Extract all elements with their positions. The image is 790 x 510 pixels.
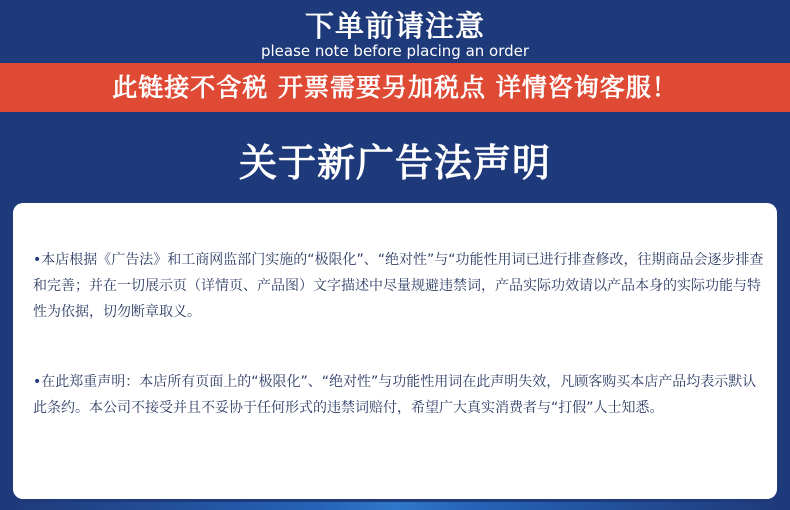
- statement-paragraph-1: [33, 247, 765, 325]
- bullet-icon: •: [33, 374, 42, 390]
- statement-paragraph-2: [33, 369, 765, 421]
- paragraph-1-text: 本店根据《广告法》和工商网监部门实施的“极限化”、“绝对性”与“功能性用词已进行排查修改，往期商品会逐步排查和完善；并在一切展示页（详情页、产品图）文字描述中尽量规避违禁词，产品实际功效请以产品本身的实际功能与特性为依据，切勿断章取义。: [33, 252, 764, 320]
- bullet-icon: •: [33, 252, 42, 268]
- notice-band-text: 此链接不含税 开票需要另加税点 详情咨询客服！: [112, 73, 678, 102]
- bottom-glow-divider: [13, 502, 777, 510]
- statement-card: [13, 203, 777, 499]
- page-title: 下单前请注意: [304, 9, 485, 43]
- notice-band: [0, 63, 790, 112]
- paragraph-2-text: 在此郑重声明：本店所有页面上的“极限化”、“绝对性”与功能性用词在此声明失效，凡顾客购买本店产品均表示默认此条约。本公司不接受并且不妥协于任何形式的违禁词赔付，希望广大真实消费者与“打假”人士知悉。: [33, 374, 757, 416]
- statement-title: 关于新广告法声明: [238, 141, 551, 185]
- page-subtitle: please note before placing an order: [260, 42, 530, 60]
